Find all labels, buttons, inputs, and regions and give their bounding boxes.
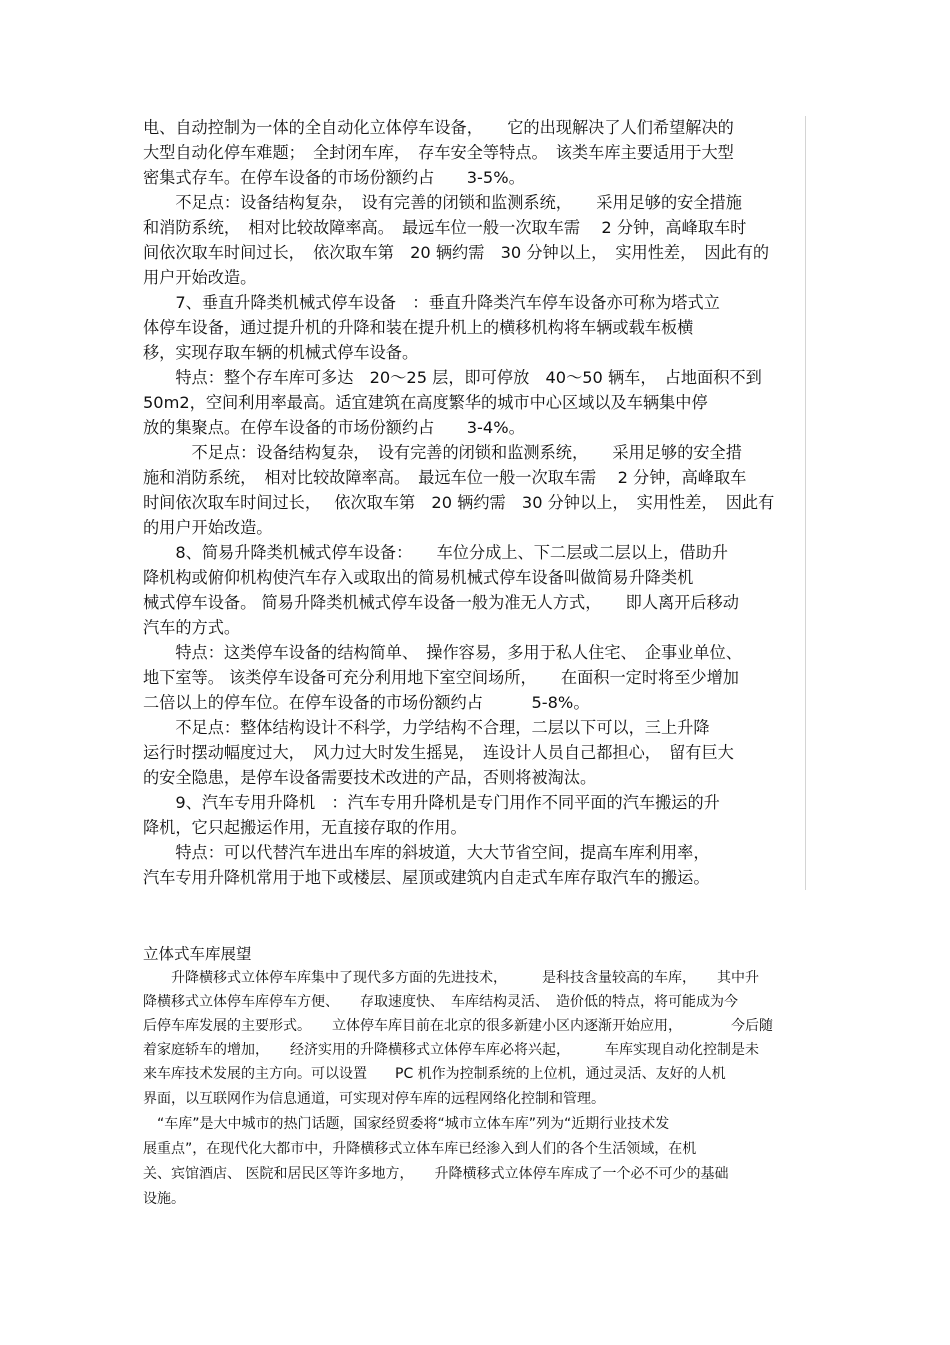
text-line: 降横移式立体停车库停车方便、 存取速度快、 车库结构灵活、 造价低的特点，将可能成为今 xyxy=(143,994,738,1010)
section-parking-equipment-types xyxy=(143,116,806,890)
text-line: 设施。 xyxy=(143,1191,185,1207)
text-line: 汽车专用升降机常用于地下或楼层、屋顶或建筑内自走式车库存取汽车的搬运。 xyxy=(143,868,710,887)
text-line: 降机构或俯仰机构使汽车存入或取出的简易机械式停车设备叫做简易升降类机 xyxy=(143,568,694,587)
text-line: 界面，以互联网作为信息通道，可实现对停车库的远程网络化控制和管理。 xyxy=(143,1091,605,1107)
text-line: 升降横移式立体停车库集中了现代多方面的先进技术， 是科技含量较高的车库， 其中升 xyxy=(143,970,759,986)
text-line: 汽车的方式。 xyxy=(143,618,241,637)
text-line: 用户开始改造。 xyxy=(143,268,257,287)
text-line: 施和消防系统， 相对比较故障率高。 最远车位一般一次取车需 2 分钟，高峰取车 xyxy=(143,468,747,487)
text-line: 7、垂直升降类机械式停车设备 ：垂直升降类汽车停车设备亦可称为塔式立 xyxy=(143,293,720,312)
text-line: 密集式存车。在停车设备的市场份额约占 3-5%。 xyxy=(143,168,525,187)
text-line: 不足点：整体结构设计不科学，力学结构不合理，二层以下可以，三上升降 xyxy=(143,718,710,737)
text-line: 时间依次取车时间过长， 依次取车第 20 辆约需 30 分钟以上， 实用性差， 因此有 xyxy=(143,493,775,512)
text-line: 的用户开始改造。 xyxy=(143,518,273,537)
text-line: 放的集聚点。在停车设备的市场份额约占 3-4%。 xyxy=(143,418,525,437)
text-line: 不足点：设备结构复杂， 设有完善的闭锁和监测系统， 采用足够的安全措 xyxy=(143,443,742,462)
text-line: 关、宾馆酒店、 医院和居民区等许多地方， 升降横移式立体停车库成了一个必不可少的基础 xyxy=(143,1166,729,1182)
text-line: 移，实现存取车辆的机械式停车设备。 xyxy=(143,343,419,362)
text-line: 着家庭轿车的增加， 经济实用的升降横移式立体停车库必将兴起， 车库实现自动化控制是未 xyxy=(143,1042,759,1058)
text-line: 电、自动控制为一体的全自动化立体停车设备， 它的出现解决了人们希望解决的 xyxy=(143,118,734,137)
text-line: 特点：整个存车库可多达 20～25 层，即可停放 40～50 辆车， 占地面积不到 xyxy=(143,368,762,387)
text-line: 后停车库发展的主要形式。 立体停车库目前在北京的很多新建小区内逐渐开始应用， 今后随 xyxy=(143,1018,773,1034)
text-line: 降机，它只起搬运作用，无直接存取的作用。 xyxy=(143,818,467,837)
text-line: 间依次取车时间过长， 依次取车第 20 辆约需 30 分钟以上， 实用性差， 因此有的 xyxy=(143,243,770,262)
text-line: 大型自动化停车难题； 全封闭车库， 存车安全等特点。 该类车库主要适用于大型 xyxy=(143,143,734,162)
text-line: 二倍以上的停车位。在停车设备的市场份额约占 5-8%。 xyxy=(143,693,590,712)
text-line: 来车库技术发展的主方向。可以设置 PC 机作为控制系统的上位机，通过灵活、友好的人机 xyxy=(143,1066,726,1082)
text-line: 体停车设备，通过提升机的升降和装在提升机上的横移机构将车辆或载车板横 xyxy=(143,318,694,337)
text-line: 8、简易升降类机械式停车设备： 车位分成上、下二层或二层以上，借助升 xyxy=(143,543,728,562)
text-line: 不足点：设备结构复杂， 设有完善的闭锁和监测系统， 采用足够的安全措施 xyxy=(143,193,742,212)
text-line: 特点：可以代替汽车进出车库的斜坡道，大大节省空间，提高车库利用率， xyxy=(143,843,710,862)
text-line: 50m2，空间利用率最高。适宜建筑在高度繁华的城市中心区域以及车辆集中停 xyxy=(143,393,708,412)
text-line: 的安全隐患，是停车设备需要技术改进的产品，否则将被淘汰。 xyxy=(143,768,597,787)
text-line: 9、汽车专用升降机 ：汽车专用升降机是专门用作不同平面的汽车搬运的升 xyxy=(143,793,720,812)
text-line: “车库”是大中城市的热门话题，国家经贸委将“城市立体车库”列为“近期行业技术发 xyxy=(143,1116,670,1132)
text-line: 地下室等。 该类停车设备可充分利用地下室空间场所， 在面积一定时将至少增加 xyxy=(143,668,739,687)
text-line: 展重点”，在现代化大都市中，升降横移式立体车库已经渗入到人们的各个生活领域，在机 xyxy=(143,1141,697,1157)
text-line: 运行时摆动幅度过大， 风力过大时发生摇晃， 连设计人员自己都担心， 留有巨大 xyxy=(143,743,734,762)
text-line: 和消防系统， 相对比较故障率高。 最远车位一般一次取车需 2 分钟，高峰取车时 xyxy=(143,218,747,237)
text-line: 械式停车设备。 简易升降类机械式停车设备一般为准无人方式， 即人离开后移动 xyxy=(143,593,739,612)
text-line: 特点：这类停车设备的结构简单、 操作容易，多用于私人住宅、 企事业单位、 xyxy=(143,643,742,662)
section-heading: 立体式车库展望 xyxy=(143,945,252,963)
